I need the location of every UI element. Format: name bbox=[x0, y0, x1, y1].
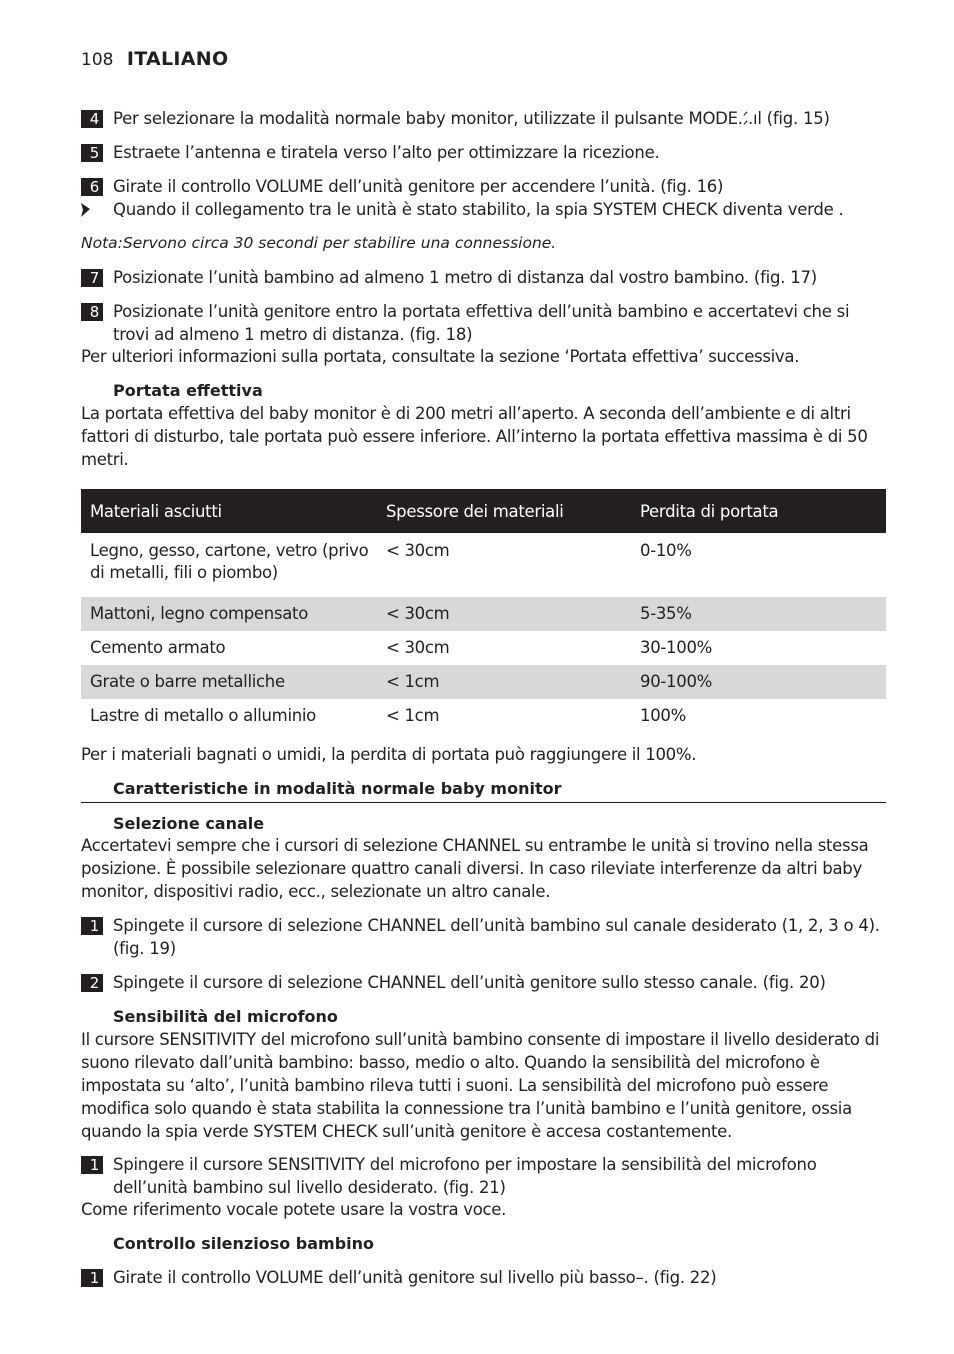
table-cell: < 1cm bbox=[377, 665, 631, 699]
section-heading-mic: Sensibilità del microfono bbox=[113, 1007, 338, 1026]
column-header: Materiali asciutti bbox=[81, 489, 377, 533]
wet-materials-paragraph: Per i materiali bagnati o umidi, la perdita di portata può raggiungere il 100%. bbox=[81, 745, 697, 764]
section-heading-quiet: Controllo silenzioso bambino bbox=[113, 1234, 375, 1253]
note-text: Nota:Servono circa 30 secondi per stabilire una connessione. bbox=[81, 234, 557, 252]
table-cell: Mattoni, legno compensato bbox=[81, 597, 377, 631]
table-cell: Grate o barre metalliche bbox=[81, 665, 377, 699]
step-text: Posizionate l’unità genitore entro la portata effettiva dell’unità bambino e accertatevi che si trovi ad almeno 1 metro di distanza. (fig. 18) bbox=[113, 302, 850, 344]
table-cell: 5-35% bbox=[631, 597, 886, 631]
step-number-badge: 6 bbox=[81, 178, 103, 196]
page-number: 108 bbox=[81, 50, 114, 70]
step-text: Spingere il cursore SENSITIVITY del microfono per impostare la sensibilità del microfono dell’unità bambino sul livello desiderato. (fig. 21) bbox=[113, 1155, 817, 1197]
table-cell: 0-10% bbox=[640, 541, 692, 560]
channel-paragraph: Accertatevi sempre che i cursori di selezione CHANNEL su entrambe le unità si trovino nella stessa posizione. È possibile selezionare quattro canali diversi. In caso rileviate interferenze da altri baby monitor, dispositivi radio, ecc., selezionate un altro canale. bbox=[81, 836, 869, 901]
step-number-badge: 1 bbox=[81, 1156, 103, 1174]
mic-paragraph: Il cursore SENSITIVITY del microfono sull’unità bambino consente di impostare il livello desiderato di suono rilevato dall’unità bambino: basso, medio o alto. Quando la sensibilità del microfono è impostata su ‘alto’, l’unità bambino rileva tutti i suoni. La sensibilità del microfono può essere modifica solo quando è stata stabilita la connessione tra l’unità bambino e l’unità genitore, ossia quando la spia verde SYSTEM CHECK sull’unità genitore è accesa costantemente. bbox=[81, 1030, 880, 1141]
step-number-badge: 4 bbox=[81, 110, 103, 128]
step-text: Girate il controllo VOLUME dell’unità genitore per accendere l’unità. (fig. 16) bbox=[113, 177, 724, 196]
step-text: Per selezionare la modalità normale baby monitor, utilizzate il pulsante MODE.⹄.ıl (fig. 15) bbox=[113, 109, 830, 128]
table-cell: 90-100% bbox=[631, 665, 886, 699]
step-number-badge: 1 bbox=[81, 1269, 103, 1287]
materials-table bbox=[81, 489, 886, 733]
step-text: Posizionate l’unità bambino ad almeno 1 metro di distanza dal vostro bambino. (fig. 17) bbox=[113, 268, 817, 287]
mic-after-paragraph: Come riferimento vocale potete usare la vostra voce. bbox=[81, 1200, 507, 1219]
section-divider bbox=[81, 802, 886, 803]
portata-paragraph: La portata effettiva del baby monitor è di 200 metri all’aperto. A seconda dell’ambiente e di altri fattori di disturbo, tale portata può essere inferiore. All’interno la portata effettiva massima è di 50 metri. bbox=[81, 404, 868, 469]
language-title: ITALIANO bbox=[126, 48, 229, 70]
table-cell: Legno, gesso, cartone, vetro (privo di metalli, fili o piombo) bbox=[90, 541, 369, 582]
table-cell: < 30cm bbox=[386, 638, 450, 657]
page-header bbox=[81, 48, 228, 70]
table-cell: Cemento armato bbox=[90, 638, 226, 657]
table-cell: < 30cm bbox=[386, 541, 450, 560]
table-cell: 100% bbox=[640, 706, 686, 725]
table-row bbox=[81, 699, 886, 733]
step-number-badge: 8 bbox=[81, 303, 103, 321]
step-number-badge: 2 bbox=[81, 974, 103, 992]
table-row bbox=[81, 533, 886, 597]
section-heading-portata: Portata effettiva bbox=[113, 381, 263, 400]
column-header: Spessore dei materiali bbox=[377, 489, 631, 533]
range-info-paragraph: Per ulteriori informazioni sulla portata, consultate la sezione ‘Portata effettiva’ successiva. bbox=[81, 347, 800, 366]
table-header-row bbox=[81, 489, 886, 533]
step-number-badge: 5 bbox=[81, 144, 103, 162]
table-row bbox=[81, 631, 886, 665]
bullet-arrow-icon bbox=[81, 198, 91, 221]
table-row bbox=[81, 665, 886, 699]
step-text: Spingete il cursore di selezione CHANNEL dell’unità bambino sul canale desiderato (1, 2, 3 o 4). (fig. 19) bbox=[113, 916, 880, 958]
table-cell: < 30cm bbox=[377, 597, 631, 631]
bullet-text: Quando il collegamento tra le unità è stato stabilito, la spia SYSTEM CHECK diventa verde . bbox=[113, 200, 844, 219]
step-number-badge: 1 bbox=[81, 917, 103, 935]
step-number-badge: 7 bbox=[81, 269, 103, 287]
step-text: Estraete l’antenna e tiratela verso l’alto per ottimizzare la ricezione. bbox=[113, 143, 660, 162]
column-header: Perdita di portata bbox=[631, 489, 886, 533]
step-text: Spingete il cursore di selezione CHANNEL dell’unità genitore sullo stesso canale. (fig. 20) bbox=[113, 973, 826, 992]
step-text: Girate il controllo VOLUME dell’unità genitore sul livello più basso–. (fig. 22) bbox=[113, 1268, 717, 1287]
table-row bbox=[81, 597, 886, 631]
section-heading-channel: Selezione canale bbox=[113, 814, 265, 833]
section-heading-features: Caratteristiche in modalità normale baby monitor bbox=[113, 779, 562, 798]
table-cell: Lastre di metallo o alluminio bbox=[90, 706, 316, 725]
table-cell: < 1cm bbox=[386, 706, 440, 725]
table-cell: 30-100% bbox=[640, 638, 713, 657]
